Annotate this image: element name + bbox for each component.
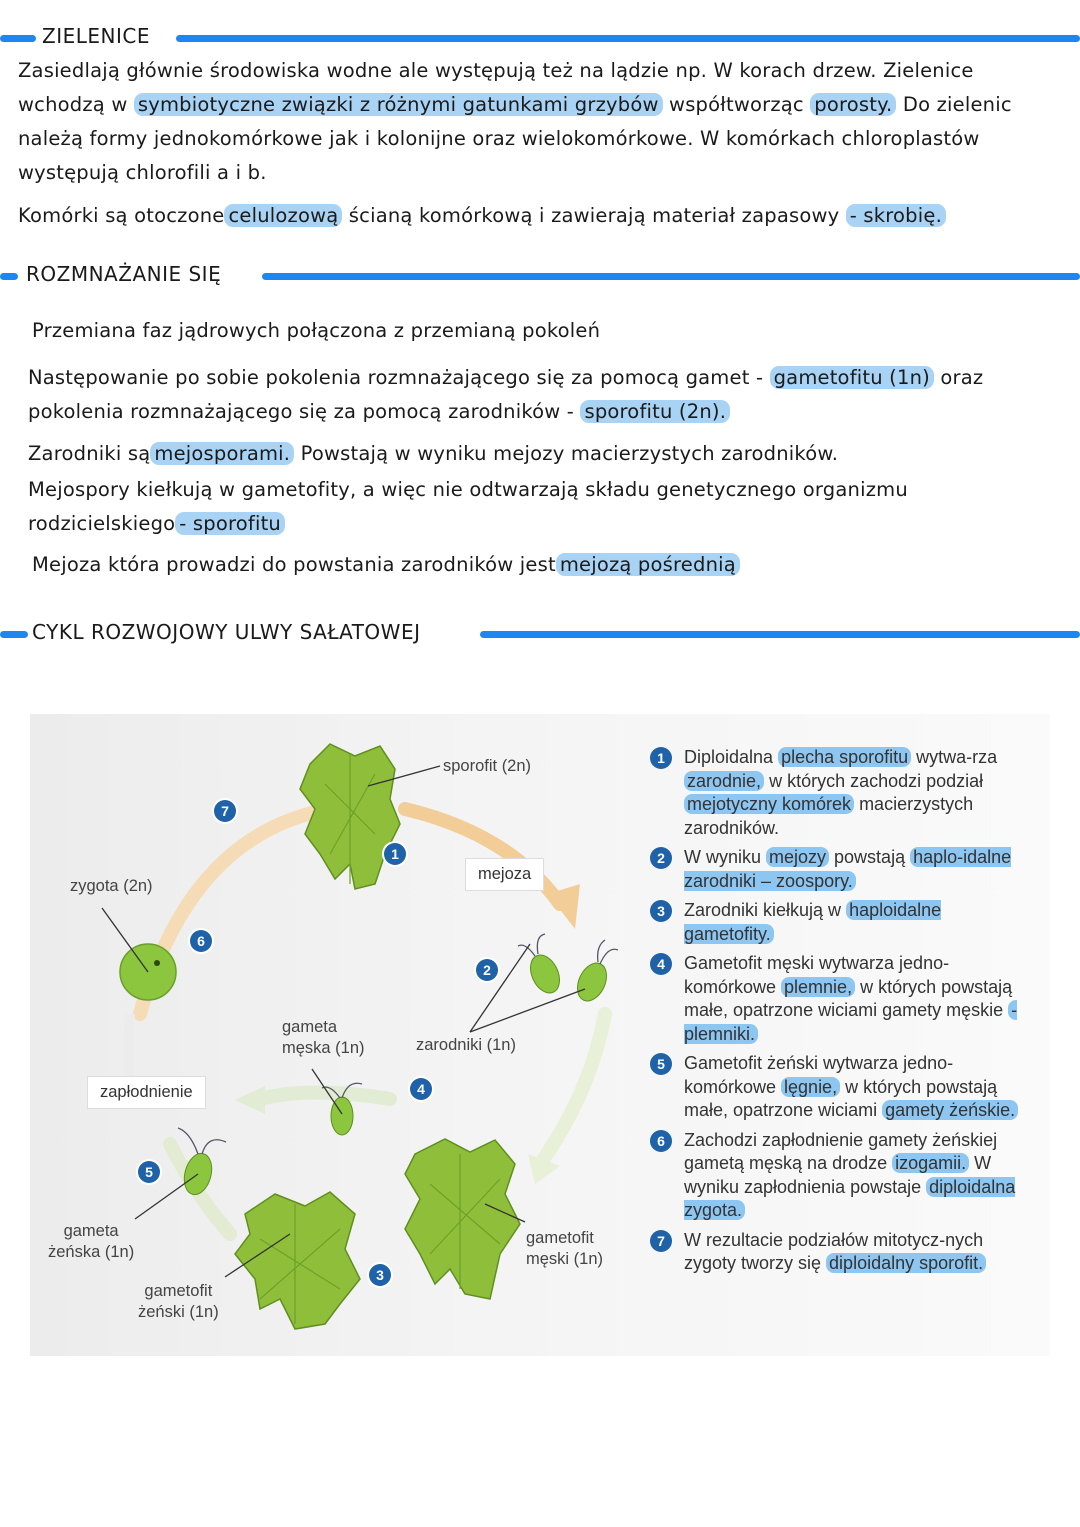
text: Zarodniki są [28, 442, 151, 465]
step-highlight: diploidalny sporofit. [826, 1253, 986, 1273]
step-item [650, 899, 1030, 946]
step-item [650, 746, 1030, 840]
highlight: sporofitu (2n). [580, 400, 730, 423]
paragraph-rozmnazanie-5 [32, 548, 1062, 582]
cycle-arc [260, 1093, 390, 1100]
highlight: mejosporami. [150, 442, 294, 465]
paragraph-rozmnazanie-4 [28, 473, 1018, 541]
highlight: symbiotyczne związki z różnymi gatunkami grzybów [134, 93, 663, 116]
step-text: wytwa-rza [911, 747, 998, 767]
step-highlight: - plemniki. [684, 1000, 1018, 1044]
step-number-1: 1 [384, 843, 406, 865]
male-gametophyte-thallus [405, 1139, 520, 1299]
paragraph-rozmnazanie-1: Przemiana faz jądrowych połączona z przemianą pokoleń [32, 319, 601, 342]
step-item [650, 1052, 1030, 1123]
step-item [650, 952, 1030, 1046]
step-number-badge: 6 [650, 1130, 672, 1152]
zoospore-cell [572, 940, 618, 1006]
label-line: gameta [282, 1018, 338, 1036]
section-title: ROZMNAŻANIE SIĘ [26, 262, 222, 286]
step-number-4: 4 [410, 1078, 432, 1100]
step-highlight: mejozy [766, 847, 829, 867]
label-gametofit-zenski [138, 1281, 219, 1323]
step-highlight: gamety żeńskie. [882, 1100, 1018, 1120]
step-highlight: izogamii. [892, 1153, 969, 1173]
label-zaplodnienie: zapłodnienie [87, 1076, 206, 1109]
cycle-arc [540, 1014, 605, 1164]
step-highlight: haplo-idalne zarodniki – zoospory. [684, 847, 1012, 891]
step-text: w których zachodzi podział [764, 770, 984, 791]
step-highlight: diploidalna zygota. [684, 1176, 1016, 1220]
label-line: żeński (1n) [138, 1303, 219, 1321]
zygote-nucleus [154, 960, 160, 966]
step-text: macierzystych zarodników. [684, 794, 974, 838]
sporophyte-thallus [300, 744, 400, 889]
section-header-cykl [0, 620, 1080, 650]
step-number-7: 7 [214, 800, 236, 822]
text: ścianą komórkową i zawierają materiał zapasowy [348, 204, 840, 227]
step-text: W wyniku [684, 847, 767, 867]
highlight: - skrobię. [846, 204, 946, 227]
step-number-badge: 1 [650, 747, 672, 769]
step-item [650, 1129, 1030, 1223]
header-dash [0, 273, 18, 280]
label-line: męski (1n) [526, 1250, 604, 1268]
step-highlight: zarodnie, [684, 771, 764, 791]
step-descriptions [650, 746, 1030, 1282]
life-cycle-diagram [30, 714, 1050, 1356]
step-highlight: plecha sporofitu [778, 747, 911, 767]
label-zarodniki: zarodniki (1n) [416, 1036, 516, 1054]
paragraph-zielenice-1 [18, 54, 1063, 190]
step-text: w których powstają małe, opatrzone wiciami [684, 1076, 998, 1120]
highlight: gametofitu (1n) [770, 366, 934, 389]
step-number-badge: 4 [650, 953, 672, 975]
text: oraz pokolenia rozmnażającego się za pomocą zarodników - [28, 366, 984, 423]
text: Następowanie po sobie pokolenia rozmnażającego się za pomocą gamet - [28, 366, 764, 389]
step-text: Gametofit męski wytwarza jedno-komórkowe [684, 953, 950, 997]
label-line: gametofit [144, 1282, 213, 1300]
step-text: Zachodzi zapłodnienie gamety żeńskiej gametą męską na drodze [684, 1129, 998, 1173]
label-sporofit: sporofit (2n) [443, 757, 532, 775]
step-text: Gametofit żeński wytwarza jedno-komórkowe [684, 1053, 954, 1097]
step-number-3: 3 [369, 1264, 391, 1286]
highlight: celulozową [224, 204, 342, 227]
step-number-badge: 2 [650, 847, 672, 869]
step-text: powstają [829, 847, 911, 867]
label-gametofit-meski [526, 1228, 603, 1270]
step-text: W rezultacie podziałów mitotycz-nych zygoty tworzy się [684, 1229, 984, 1273]
zoospore-cell [518, 934, 565, 998]
text: Mejoza która prowadzi do powstania zarodników jest [32, 553, 556, 576]
header-bar [480, 631, 1080, 638]
step-number-6: 6 [190, 930, 212, 952]
header-bar [262, 273, 1080, 280]
step-highlight: mejotyczny komórek [684, 794, 854, 814]
highlight: - sporofitu [175, 512, 285, 535]
highlight: porosty. [810, 93, 896, 116]
header-bar [176, 35, 1080, 42]
label-gameta-meska [282, 1017, 365, 1059]
label-zygota: zygota (2n) [70, 877, 153, 895]
section-header-rozmnazanie [0, 262, 1080, 292]
arrow-head [235, 1086, 265, 1114]
text: Komórki są otoczone [18, 204, 225, 227]
section-title: ZIELENICE [42, 24, 150, 48]
step-item [650, 1229, 1030, 1276]
header-dash [0, 35, 36, 42]
paragraph-zielenice-2 [18, 199, 1063, 233]
text: Zasiedlają głównie środowiska wodne ale występują też na lądzie np. W korach drzew. Zielenice wchodzą w [18, 59, 974, 116]
label-mejoza: mejoza [465, 858, 544, 891]
paragraph-rozmnazanie-3 [28, 437, 1058, 471]
label-line: gametofit [526, 1229, 594, 1247]
paragraph-rozmnazanie-2 [28, 361, 1058, 429]
step-number-badge: 3 [650, 900, 672, 922]
step-number-badge: 5 [650, 1053, 672, 1075]
label-gameta-zenska [48, 1221, 134, 1263]
step-highlight: haploidalne gametofity. [684, 900, 942, 944]
text: Mejospory kiełkują w gametofity, a więc nie odtwarzają składu genetycznego organizmu rodzicielskiego [28, 478, 908, 535]
step-highlight: plemnie, [781, 977, 855, 997]
step-number-badge: 7 [650, 1230, 672, 1252]
text: Do zielenic należą formy jednokomórkowe jak i kolonijne oraz wielokomórkowe. W komórkach chloroplastów występują chlorofili a i b. [18, 93, 1012, 184]
highlight: mejozą pośrednią [556, 553, 740, 576]
step-text: W wyniku zapłodnienia powstaje [684, 1153, 992, 1197]
step-number-5: 5 [138, 1161, 160, 1183]
step-text: Diploidalna [684, 747, 779, 767]
label-line: żeńska (1n) [48, 1243, 135, 1261]
step-text: Zarodniki kiełkują w [684, 900, 847, 920]
female-gametophyte-thallus [235, 1192, 360, 1329]
section-title: CYKL ROZWOJOWY ULWY SAŁATOWEJ [32, 620, 421, 644]
step-highlight: lęgnie, [781, 1077, 840, 1097]
step-item [650, 846, 1030, 893]
text: współtworząc [669, 93, 804, 116]
text: Powstają w wyniku mejozy macierzystych zarodników. [300, 442, 839, 465]
label-line: gameta [63, 1222, 119, 1240]
section-header-zielenice [0, 24, 1080, 54]
header-dash [0, 631, 28, 638]
step-number-2: 2 [476, 959, 498, 981]
label-line: męska (1n) [282, 1039, 365, 1057]
step-text: w których powstają małe, opatrzone wiciami gamety męskie [684, 976, 1013, 1020]
